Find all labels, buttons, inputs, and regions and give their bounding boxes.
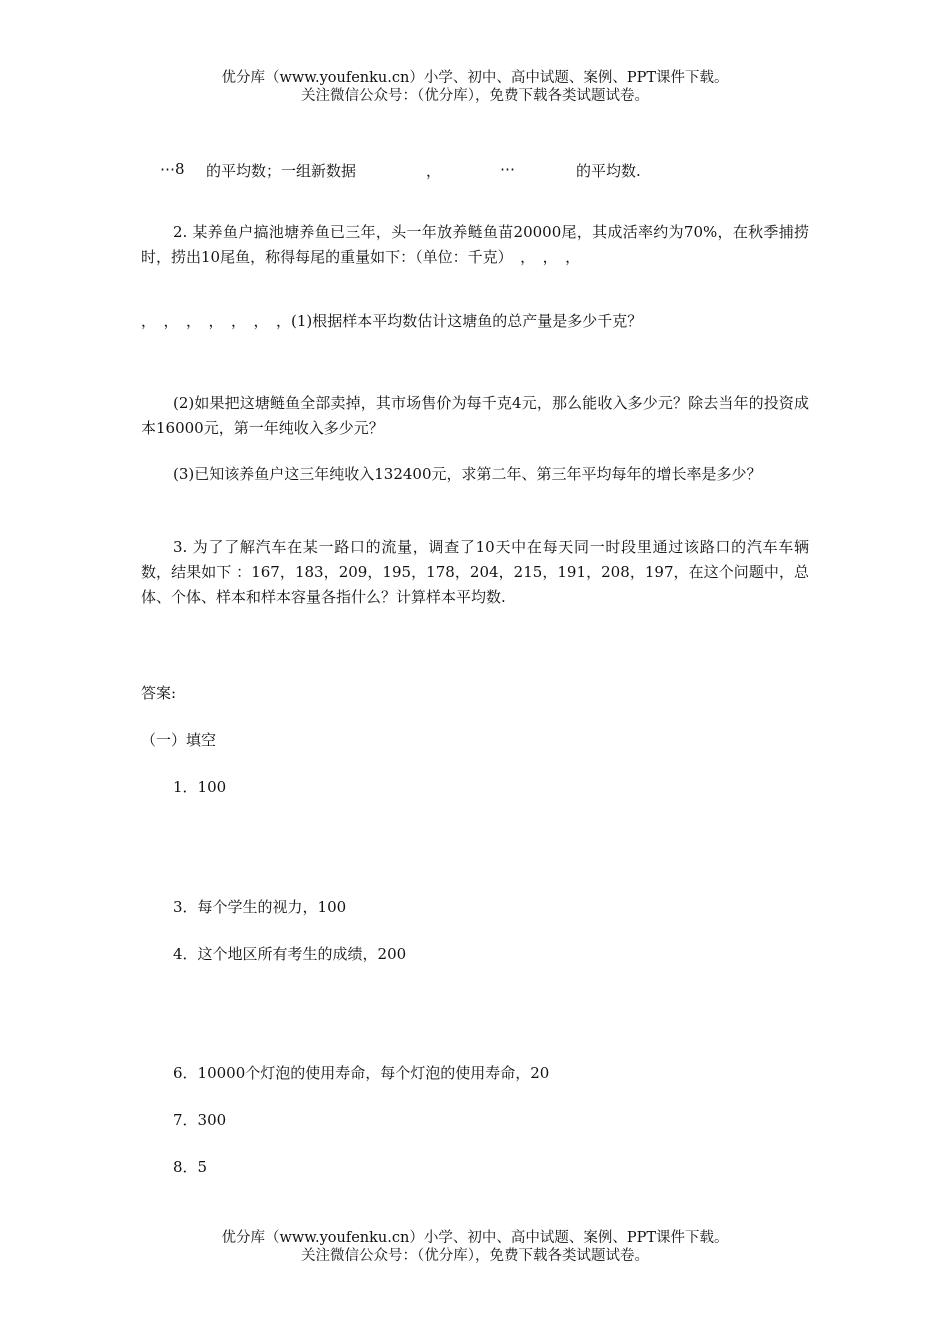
- question-2-intro: 2. 某养鱼户搞池塘养鱼已三年，头一年放养鲢鱼苗20000尾，其成活率约为70%，在秋季捕捞时，捞出10尾鱼，称得每尾的重量如下：（单位：千克） ， ， ，: [141, 223, 809, 266]
- top-line-part-2: 的平均数；一组新数据: [206, 162, 357, 180]
- question-2-part-3: (3)已知该养鱼户这三年纯收入132400元，求第二年、第三年平均每年的增长率是多少？: [173, 465, 762, 483]
- question-2-part-1: [141, 298, 809, 368]
- header-line-2: 关注微信公众号：（优分库），免费下载各类试题试卷。: [301, 88, 649, 104]
- top-line-part-4: ⋯: [500, 160, 515, 178]
- answer-item: 8．5: [173, 1158, 208, 1176]
- footer-line-2: 关注微信公众号：（优分库），免费下载各类试题试卷。: [301, 1248, 649, 1264]
- question-2-part-2: (2)如果把这塘鲢鱼全部卖掉，其市场售价为每千克4元，那么能收入多少元？除去当年的投资成本16000元，第一年纯收入多少元？: [141, 394, 809, 437]
- answer-item: 4．这个地区所有考生的成绩，200: [173, 945, 407, 963]
- header-line-1: 优分库（www.youfenku.cn）小学、初中、高中试题、案例、PPT课件下载。: [221, 70, 729, 86]
- answers-section-title: （一）填空: [141, 731, 217, 749]
- top-line-part-3: ，: [426, 162, 442, 180]
- question-2-part-1-text: ， ， ， ， ， ， ，(1)根据样本平均数估计这塘鱼的总产量是多少千克？: [141, 312, 643, 330]
- answer-item: 6．10000个灯泡的使用寿命，每个灯泡的使用寿命，20: [173, 1064, 550, 1082]
- answers-title: 答案:: [141, 684, 177, 702]
- question-3: 3. 为了了解汽车在某一路口的流量，调查了10天中在每天同一时段里通过该路口的汽车车辆数，结果如下 ：167，183，209，195，178，204，215，191，208，197，在这个问题中，总体、个体、样本和样本容量各指什么？计算样本平均数.: [141, 538, 809, 606]
- answer-item: 1．100: [173, 778, 227, 796]
- answer-item: 3．每个学生的视力，100: [173, 898, 347, 916]
- top-line-part-1: ⋯8: [160, 160, 185, 178]
- top-line-part-5: 的平均数.: [576, 162, 641, 180]
- footer-line-1: 优分库（www.youfenku.cn）小学、初中、高中试题、案例、PPT课件下载。: [221, 1230, 729, 1246]
- answer-item: 7．300: [173, 1111, 227, 1129]
